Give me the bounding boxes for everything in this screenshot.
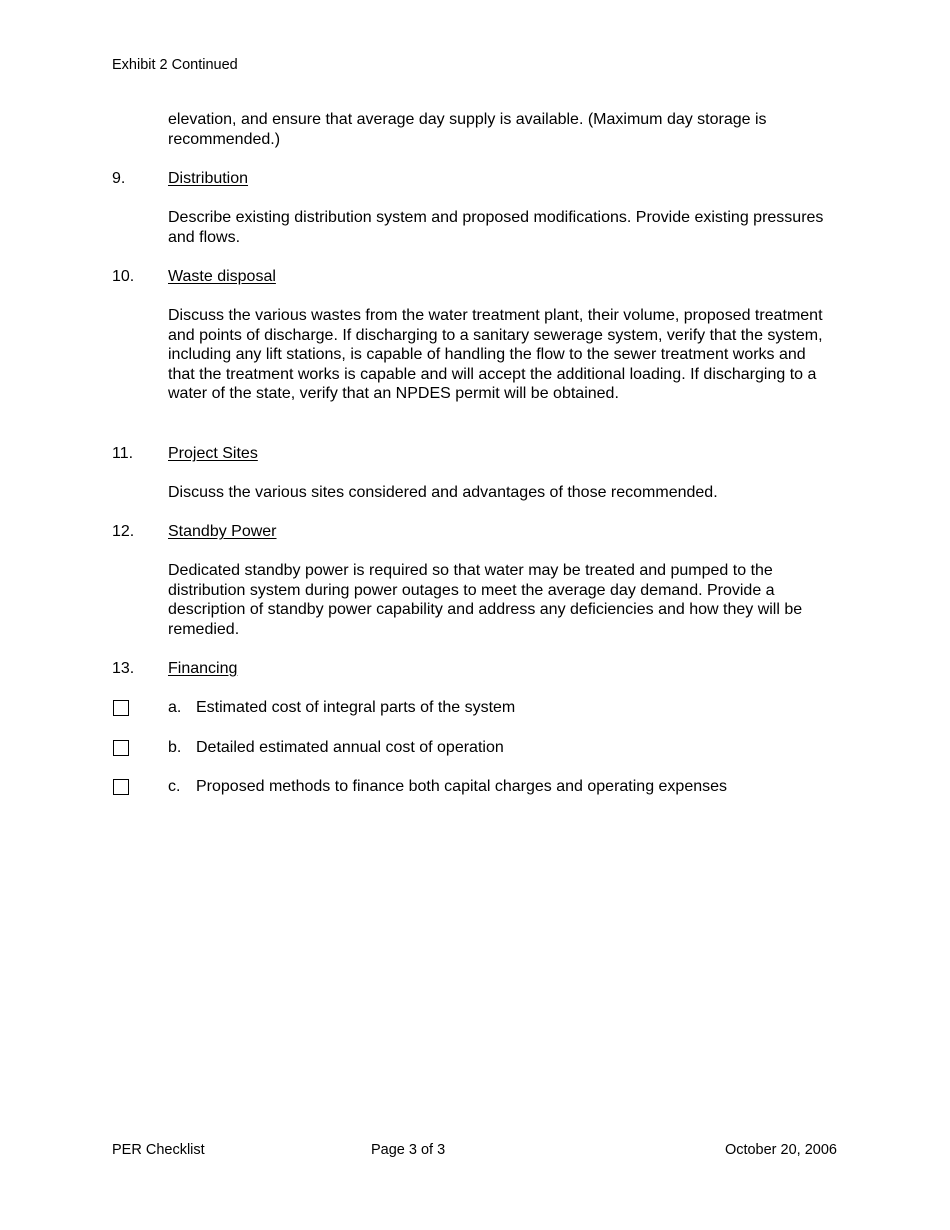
checkbox-financing-a[interactable] xyxy=(113,700,129,716)
intro-paragraph: elevation, and ensure that average day supply is available. (Maximum day storage is recommended.) xyxy=(168,111,767,148)
section-heading-standby-power: Standby Power xyxy=(168,523,277,540)
checklist-item-text: Proposed methods to finance both capital charges and operating expenses xyxy=(196,778,728,795)
checklist-item-text: Estimated cost of integral parts of the system xyxy=(196,699,516,716)
section-body-project-sites: Discuss the various sites considered and advantages of those recommended. xyxy=(168,484,718,501)
footer-date: October 20, 2006 xyxy=(724,1142,837,1158)
section-body-waste-disposal: Discuss the various wastes from the water treatment plant, their volume, proposed treatment and points of discharge. If discharging to a sanitary sewerage system, verify that the system, including any lift stations, is capable of handling the flow to the sewer treatment works and that the treatment works is capable and will accept the additional loading. If discharging to a water of the state, verify that an NPDES permit will be obtained. xyxy=(168,307,823,403)
checkbox-financing-b[interactable] xyxy=(113,740,129,756)
page-header: Exhibit 2 Continued xyxy=(112,57,238,73)
checkbox-financing-c[interactable] xyxy=(113,779,129,795)
section-number: 9. xyxy=(112,170,126,187)
section-body-distribution: Describe existing distribution system and proposed modifications. Provide existing pressures and flows. xyxy=(168,209,824,246)
checklist-item-text: Detailed estimated annual cost of operation xyxy=(196,739,504,756)
section-heading-distribution: Distribution xyxy=(168,170,249,187)
section-body-standby-power: Dedicated standby power is required so that water may be treated and pumped to the distribution system during power outages to meet the average day demand. Provide a description of standby power capability and address any deficiencies and how they will be remedied. xyxy=(168,562,803,638)
section-number: 11. xyxy=(112,445,134,462)
footer-page-number: Page 3 of 3 xyxy=(371,1142,446,1158)
section-heading-financing: Financing xyxy=(168,660,238,677)
section-number: 12. xyxy=(112,523,135,540)
item-letter: c. xyxy=(168,778,181,795)
section-number: 10. xyxy=(112,268,135,285)
item-letter: b. xyxy=(168,739,182,756)
section-heading-project-sites: Project Sites xyxy=(168,445,258,462)
item-letter: a. xyxy=(168,699,182,716)
section-heading-waste-disposal: Waste disposal xyxy=(168,268,276,285)
footer-document-title: PER Checklist xyxy=(112,1142,205,1158)
section-number: 13. xyxy=(112,660,135,677)
